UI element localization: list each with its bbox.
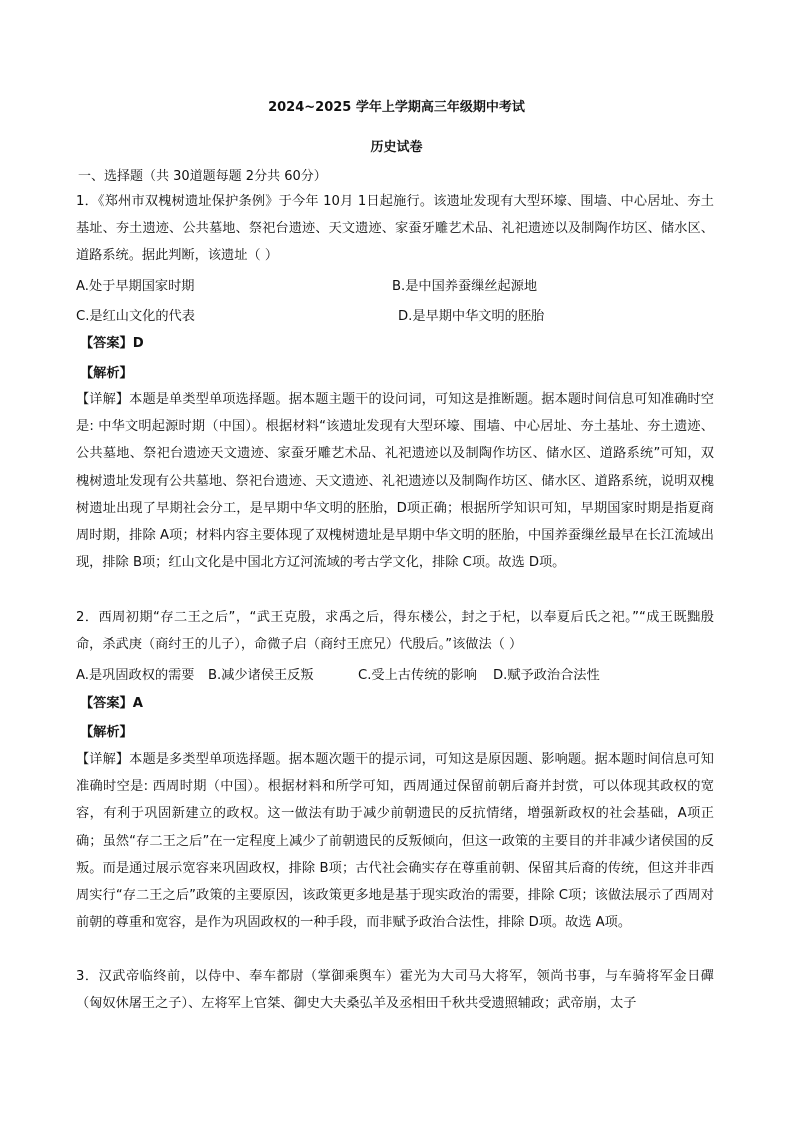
- question-1-analysis-label: 【解析】: [80, 366, 133, 381]
- paper-title: 历史试卷: [370, 140, 423, 155]
- question-1-answer: 【答案】D: [80, 336, 144, 351]
- section-heading: 一、选择题（共 30道题每题 2分共 60分）: [78, 169, 327, 184]
- question-1-detail: 【详解】本题是单类型单项选择题。据本题主题干的设问词，可知这是推断题。据本题时间信息可知准确时空是: 中华文明起源时期（中国）。根据材料“该遗址发现有大型环壕、围墙、中心居址、夯土基址、夯土遗迹、公共墓地、祭祀台遗迹天文遗迹、家蚕牙雕艺术品、礼祀遗迹以及制陶作坊区、储水区、道路系统”可知，双槐树遗址发现有公共墓地、祭祀台遗迹、天文遗迹、礼祀遗迹以及制陶作坊区、储水区、道路系统，说明双槐树遗址出现了早期社会分工，是早期中华文明的胚胎，D项正确；根据所学知识可知，早期国家时期是指夏商周时期，排除 A项；材料内容主要体现了双槐树遗址是早期中华文明的胚胎，中国养蚕缫丝最早在长江流域出现，排除 B项；红山文化是中国北方辽河流域的考古学文化，排除 C项。故选 D项。: [76, 392, 714, 571]
- exam-title: 2024~2025 学年上学期高三年级期中考试: [268, 100, 525, 115]
- question-1-option-c: C.是红山文化的代表: [76, 309, 195, 324]
- question-2-option-d: D.赋予政治合法性: [493, 668, 600, 683]
- question-1-option-d: D.是早期中华文明的胚胎: [398, 309, 545, 324]
- question-2-detail: 【详解】本题是多类型单项选择题。据本题次题干的提示词，可知这是原因题、影响题。据本题时间信息可知准确时空是: 西周时期（中国）。根据材料和所学可知，西周通过保留前朝后裔并封赏，可以体现其政权的宽容，有利于巩固新建立的政权。这一做法有助于减少前朝遗民的反抗情绪，增强新政权的社会基础，A项正确；虽然“存二王之后”在一定程度上减少了前朝遗民的反叛倾向，但这一政策的主要目的并非减少诸侯国的反叛。而是通过展示宽容来巩固政权，排除 B项；古代社会确实存在尊重前朝、保留其后裔的传统，但这并非西周实行“存二王之后”政策的主要原因，该政策更多地是基于现实政治的需要，排除 C项；该做法展示了西周对前朝的尊重和宽容，是作为巩固政权的一种手段，而非赋予政治合法性，排除 D项。故选 A项。: [76, 752, 714, 931]
- question-2-option-c: C.受上古传统的影响: [358, 668, 477, 683]
- question-1-option-a: A.处于早期国家时期: [76, 279, 195, 294]
- question-1-option-b: B.是中国养蚕缫丝起源地: [392, 279, 538, 294]
- question-3-stem: 3．汉武帝临终前，以侍中、奉车都尉（掌御乘舆车）霍光为大司马大将军，领尚书事，与车骑将军金日磾（匈奴休屠王之子）、左将军上官桀、御史大夫桑弘羊及丞相田千秋共受遗照辅政；武帝崩，太子: [76, 969, 714, 1012]
- question-2-analysis-label: 【解析】: [80, 725, 133, 740]
- question-2-answer: 【答案】A: [80, 696, 143, 711]
- question-2-stem: 2．西周初期“存二王之后”，“武王克殷，求禹之后，得东楼公，封之于杞，以奉夏后氏之祀。”“成王既黜殷命，杀武庚（商纣王的儿子），命微子启（商纣王庶兄）代殷后。”该做法（ ）: [76, 610, 714, 653]
- question-2-option-a: A.是巩固政权的需要: [76, 668, 195, 683]
- question-1-stem: 1．《郑州市双槐树遗址保护条例》于今年 10月 1日起施行。该遗址发现有大型环壕、围墙、中心居址、夯土基址、夯土遗迹、公共墓地、祭祀台遗迹、天文遗迹、家蚕牙雕艺术品、礼祀遗迹以及制陶作坊区、储水区、道路系统。据此判断，该遗址（ ）: [76, 194, 714, 264]
- question-2-option-b: B.减少诸侯王反叛: [208, 668, 314, 683]
